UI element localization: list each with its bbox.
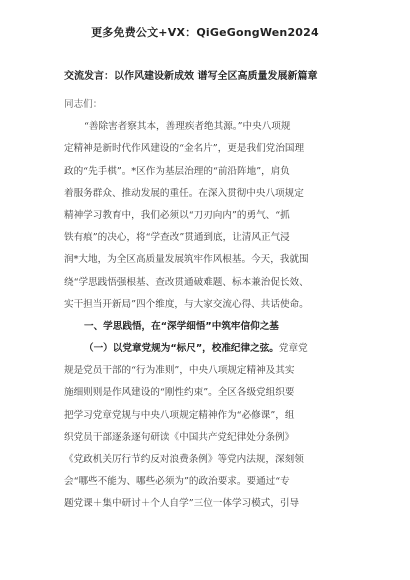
paragraph-line: 规是党员干部的“行为准则”，中央八项规定精神及其实 [64, 365, 295, 377]
document-body [64, 94, 350, 516]
paragraph-line: 题党课＋集中研讨＋个人自学”三位一体学习模式，引导 [64, 498, 300, 510]
paragraph-line: “善除害者察其本，善理疾者绝其源。”中央八项规 [84, 121, 291, 133]
greeting: 同志们： [64, 99, 103, 110]
paragraph-line: 着服务群众、推动发展的重任。在深入贯彻中央八项规定 [64, 187, 304, 199]
paragraph-line: 润*大地，为全区高质量发展筑牢作风根基。今天，我就围 [64, 254, 309, 266]
subsection-heading: （一）以党章党规为“标尺”，校准纪律之弦。 [84, 343, 279, 355]
subsection-first-line [64, 338, 350, 360]
paragraph-line: 铁有痕”的决心，将“学查改”贯通到底，让清风正气浸 [64, 232, 290, 244]
document-title: 交流发言：以作风建设新成效 谱写全区高质量发展新篇章 [64, 71, 318, 82]
page-header: 更多免费公文+VX：QiGeGongWen2024 [91, 26, 319, 39]
subsection-text: 党章党 [278, 343, 308, 355]
paragraph-line: 会“哪些不能为、哪些必须为”的政治要求。要通过“专 [64, 476, 290, 488]
paragraph-line: 政的“先手棋”。*区作为基层治理的“前沿阵地”，肩负 [64, 165, 290, 177]
paragraph-line: 把学习党章党规与中央八项规定精神作为“必修课”，组 [64, 409, 295, 421]
paragraph-line: 定精神是新时代作风建设的“金名片”，更是我们党治国理 [64, 143, 305, 155]
section-heading: 一、学思践悟，在“深学细悟”中筑牢信仰之基 [84, 320, 279, 332]
paragraph-line: 施细则则是作风建设的“刚性约束”。全区各级党组织要 [64, 387, 295, 399]
paragraph-line: 绕“学思践悟强根基、查改贯通破难题、标本兼治促长效、 [64, 276, 309, 288]
paragraph-line: 《党政机关厉行节约反对浪费条例》等党内法规，深刻领 [64, 454, 304, 465]
paragraph-line: 精神学习教育中，我们必须以“刀刃向内”的勇气、“抓 [64, 209, 290, 221]
paragraph-line: 实干担当开新局”四个维度，与大家交流心得、共话使命。 [64, 298, 309, 310]
paragraph-line: 织党员干部逐条逐句研读《中国共产党纪律处分条例》 [64, 431, 295, 443]
